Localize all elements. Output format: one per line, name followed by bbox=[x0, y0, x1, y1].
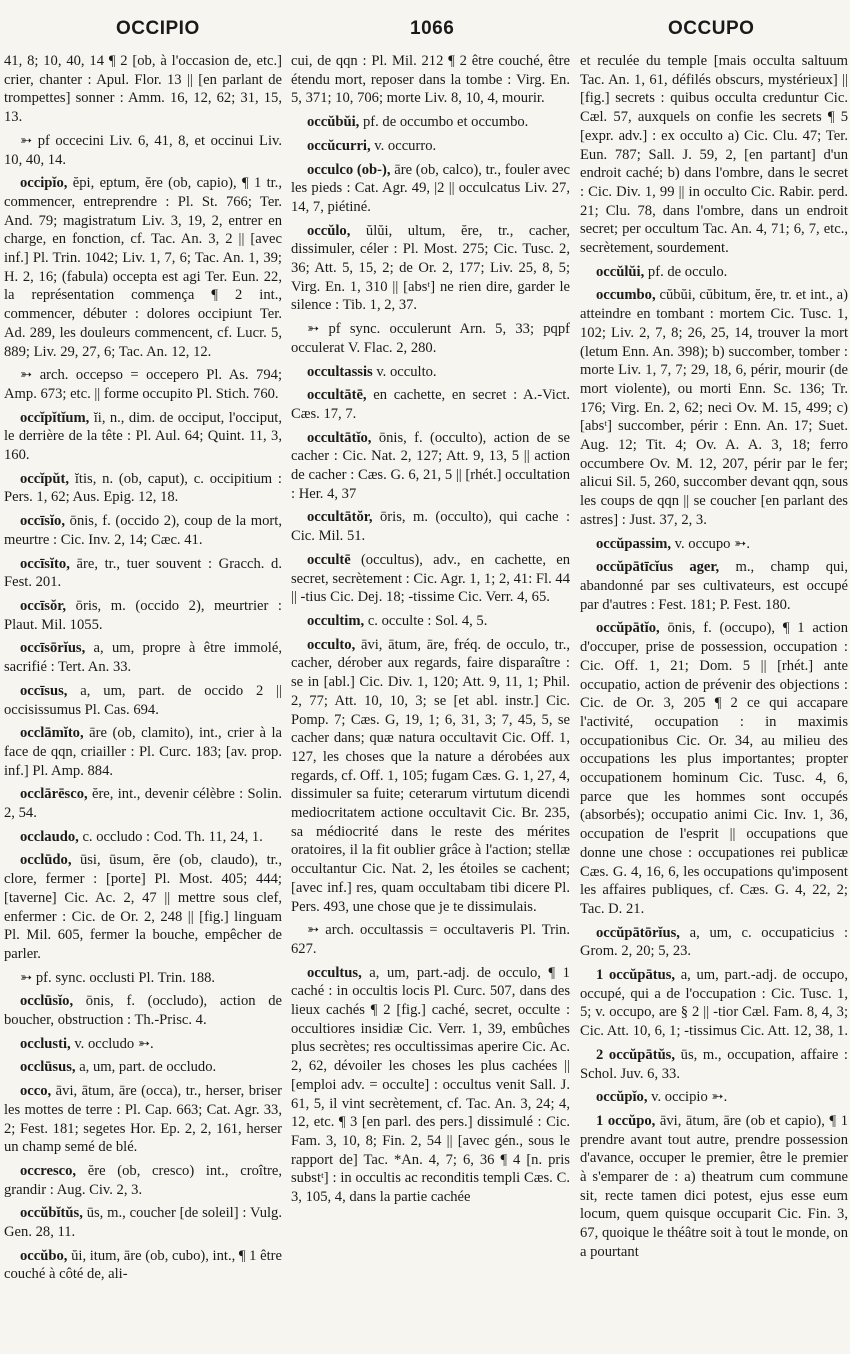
entry-text: ➳ arch. occultassis = occultaveris Pl. Trin. 627. bbox=[291, 922, 570, 957]
entry-headword: occultassis bbox=[307, 363, 373, 380]
dictionary-entry bbox=[4, 597, 282, 634]
entry-headword: occlūdo, bbox=[20, 852, 72, 869]
entry-text: ōris, m. (occulto), qui cache : Cic. Mil. 51. bbox=[291, 509, 570, 545]
dictionary-entry bbox=[4, 828, 282, 847]
entry-headword: occĭpŭt, bbox=[20, 470, 70, 487]
dictionary-entry bbox=[4, 992, 282, 1029]
page-header bbox=[0, 10, 850, 46]
entry-text: a, um, part.-adj. de occupo, occupé, qui a de l'occupation : Cic. Tusc. 1, 5; v. occupo, are § 2 || -tior Cæl. Fam. 8, 4, 3; Cic. Att. 10, 6, 1; -tissimus Cic. Att. 12, 38, 1. bbox=[580, 967, 848, 1040]
entry-headword: occīsĭo, bbox=[20, 513, 65, 530]
entry-headword: occo, bbox=[20, 1083, 52, 1100]
dictionary-entry bbox=[4, 851, 282, 963]
page-number: 1066 bbox=[410, 18, 455, 39]
entry-headword: occultus, bbox=[307, 964, 362, 981]
entry-headword: occulco (ob-), bbox=[307, 161, 391, 178]
entry-text: pf. de occulo. bbox=[647, 263, 728, 280]
dictionary-entry bbox=[580, 286, 848, 529]
entry-text: ŭi, itum, āre (ob, cubo), int., ¶ 1 être couché à côté de, ali- bbox=[4, 1247, 282, 1283]
entry-headword: occlūsĭo, bbox=[20, 993, 74, 1010]
dictionary-entry bbox=[4, 724, 282, 780]
entry-text: ĕpi, eptum, ĕre (ob, capio), ¶ 1 tr., commencer, entreprendre : Pl. St. 766; Ter. And. 79; magistratum Liv. 3, 19, 2, entrer en charge, en fonction, cf. Tac. An. 3, 2 || [avec inf.] Pl. Trin. 1042; Liv. 1, 7, 6; Tac. An. 1, 39; H. 2, 16; (fabula) occepta est agi Ter. Eun. 22, la représentation commença ¶ 2 int., commencer, débuter : dolores occipiunt Ter. Ad. 289, les douleurs commencent, cf. Lucr. 5, 889; Liv. 29, 27, 6; Tac. An. 12, 12. bbox=[4, 175, 282, 360]
entry-headword: occŭbo, bbox=[20, 1247, 68, 1264]
entry-text: a, um, part. de occido 2 || occisissumus Pl. Cas. 694. bbox=[4, 682, 282, 718]
entry-headword: occŭlo, bbox=[307, 222, 351, 239]
entry-text: c. occulte : Sol. 4, 5. bbox=[367, 612, 488, 629]
entry-headword: occīsus, bbox=[20, 682, 68, 699]
dictionary-entry bbox=[4, 1204, 282, 1241]
entry-headword: occlaudo, bbox=[20, 828, 79, 845]
entry-headword: occresco, bbox=[20, 1162, 77, 1179]
entry-headword: occlusti, bbox=[20, 1035, 71, 1052]
entry-headword: occlūsus, bbox=[20, 1059, 76, 1076]
entry-headword: occultātĭo, bbox=[307, 429, 372, 446]
dictionary-entry bbox=[291, 964, 570, 1207]
dictionary-entry bbox=[580, 1112, 848, 1262]
dictionary-entry bbox=[291, 636, 570, 917]
entry-headword: occultātē, bbox=[307, 387, 367, 404]
entry-text: en cachette, en secret : A.-Vict. Cæs. 17, 7. bbox=[291, 387, 570, 422]
dictionary-entry bbox=[580, 1046, 848, 1083]
dictionary-entry bbox=[4, 1082, 282, 1157]
entry-text: ūs, m., occupation, affaire : Schol. Juv. 6, 33. bbox=[580, 1046, 848, 1082]
dictionary-entry bbox=[291, 921, 570, 958]
dictionary-entry bbox=[291, 386, 570, 423]
entry-text: ōris, m. (occido 2), meurtrier : Plaut. Mil. 1055. bbox=[4, 597, 282, 633]
dictionary-entry bbox=[580, 52, 848, 258]
entry-text: ĭtis, n. (ob, caput), c. occipitium : Pers. 1, 62; Aus. Epig. 12, 18. bbox=[4, 470, 282, 506]
dictionary-entry bbox=[4, 682, 282, 719]
dictionary-entry bbox=[4, 470, 282, 507]
entry-headword: occultim, bbox=[307, 612, 365, 629]
entry-headword: occulto, bbox=[307, 636, 356, 653]
running-head-right: OCCUPO bbox=[668, 18, 755, 39]
running-head-left: OCCIPIO bbox=[116, 18, 200, 39]
dictionary-entry bbox=[580, 558, 848, 614]
entry-headword: occīsŏr, bbox=[20, 597, 67, 614]
dictionary-entry bbox=[4, 174, 282, 361]
entry-text: a, um, part. de occludo. bbox=[79, 1059, 217, 1076]
dictionary-entry bbox=[580, 966, 848, 1041]
entry-text: ĕre, int., devenir célèbre : Solin. 2, 54. bbox=[4, 786, 282, 822]
dictionary-entry bbox=[580, 619, 848, 918]
entry-text: ŭlŭi, ultum, ĕre, tr., cacher, dissimuler, céler : Pl. Most. 275; Cic. Tusc. 2, 36; Att. 5, 15, 2; de Or. 2, 177; Liv. 25, 8, 5; Virg. En. 1, 310 || [absᵗ] ne rien dire, garder le silence : Tib. 1, 2, 37. bbox=[291, 222, 570, 314]
entry-text: āre (ob, clamito), int., crier à la face de qqn, criailler : Pl. Curc. 183; [av. prop. inf.] Pl. Amp. 884. bbox=[4, 725, 282, 779]
entry-text: ĕre (ob, cresco) int., croître, grandir : Aug. Civ. 2, 3. bbox=[4, 1162, 282, 1198]
entry-headword: occŭpātĭo, bbox=[596, 620, 660, 637]
entry-headword: occŭpassim, bbox=[596, 535, 671, 552]
entry-text: 41, 8; 10, 40, 14 ¶ 2 [ob, à l'occasion de, etc.] crier, chanter : Apul. Flor. 13 || [en parlant de trompettes] sonner : Amm. 16, 12, 62; 31, 15, 13. bbox=[4, 53, 282, 126]
entry-headword: occipĭo, bbox=[20, 175, 68, 192]
dictionary-entry bbox=[4, 969, 282, 988]
dictionary-entry bbox=[291, 363, 570, 382]
entry-text: ➳ arch. occepso = occepero Pl. As. 794; Amp. 673; etc. || forme occupito Pl. Stich. 760. bbox=[4, 367, 282, 402]
entry-text: a, um, propre à être immolé, sacrifié : Tert. An. 33. bbox=[4, 640, 282, 676]
entry-text: ➳ pf. sync. occlusti Pl. Trin. 188. bbox=[20, 969, 216, 986]
entry-text: ➳ pf sync. occulerunt Arn. 5, 33; pqpf occulerat V. Flac. 2, 280. bbox=[291, 321, 570, 356]
entry-text: ōnis, f. (occido 2), coup de la mort, meurtre : Cic. Inv. 2, 14; Cæc. 41. bbox=[4, 513, 282, 548]
dictionary-entry bbox=[580, 535, 848, 554]
entry-headword: occŭbĭtŭs, bbox=[20, 1205, 83, 1222]
dictionary-entry bbox=[4, 1035, 282, 1054]
entry-text: ĭi, n., dim. de occiput, l'occiput, le derrière de la tête : Pl. Aul. 64; Quint. 11, 3, 160. bbox=[4, 409, 282, 464]
entry-text: āvi, ātum, āre (occa), tr., herser, briser les mottes de terre : Pl. Cap. 663; Cat. Agr. 33, 2; Fest. 181; segetes Hor. Ep. 2, 2, 161, herser un champ semé de blé. bbox=[4, 1083, 282, 1156]
dictionary-entry bbox=[291, 222, 570, 316]
dictionary-entry bbox=[580, 1088, 848, 1107]
dictionary-entry bbox=[291, 113, 570, 132]
entry-text: āre, tr., tuer souvent : Gracch. d. Fest. 201. bbox=[4, 555, 282, 591]
dictionary-entry bbox=[4, 52, 282, 127]
entry-text: āre (ob, calco), tr., fouler avec les pieds : Cat. Agr. 49, |2 || occulcatus Liv. 27, 14, 7, piétiné. bbox=[291, 161, 570, 215]
entry-text: m., champ qui, abandonné par ses cultivateurs, est occupé par d'autres : Fest. 181; P. Fest. 180. bbox=[580, 559, 848, 613]
dictionary-entry bbox=[4, 639, 282, 676]
dictionary-entry bbox=[4, 132, 282, 169]
dictionary-entry bbox=[4, 409, 282, 465]
entry-text: ōnis, f. (occulto), action de se cacher : Cic. Nat. 2, 127; Att. 9, 13, 5 || action de cacher : Cæs. G. 6, 21, 5 || [rhét.] occultation : Her. 4, 37 bbox=[291, 429, 570, 502]
entry-headword: occultē bbox=[307, 551, 351, 568]
dictionary-entry bbox=[4, 1162, 282, 1199]
entry-headword: occŭlŭi, bbox=[596, 263, 645, 280]
entry-text: v. occulto. bbox=[376, 363, 437, 380]
dictionary-entry bbox=[291, 52, 570, 108]
dictionary-entry bbox=[291, 612, 570, 631]
dictionary-entry bbox=[291, 137, 570, 156]
entry-text: ➳ pf occecini Liv. 6, 41, 8, et occinui Liv. 10, 40, 14. bbox=[4, 132, 282, 168]
entry-headword: 1 occŭpātus, bbox=[596, 967, 676, 984]
entry-text: v. occludo ➳. bbox=[74, 1035, 154, 1052]
entry-text: (occultus), adv., en cachette, en secret, secrètement : Cic. Agr. 1, 1; 2, 41: Fl. 44 || -tius Cic. Dej. 18; -tissime Cic. Verr. 4, 65. bbox=[291, 551, 570, 606]
column-2 bbox=[291, 52, 570, 1348]
dictionary-entry bbox=[4, 1058, 282, 1077]
entry-text: pf. de occumbo et occumbo. bbox=[362, 114, 529, 131]
entry-headword: occŭpĭo, bbox=[596, 1089, 648, 1106]
dictionary-entry bbox=[4, 555, 282, 592]
entry-headword: 2 occŭpātŭs, bbox=[596, 1046, 676, 1063]
entry-text: v. occupo ➳. bbox=[674, 535, 750, 552]
entry-text: v. occurro. bbox=[374, 137, 437, 154]
entry-text: āvi, ātum, āre (ob et capio), ¶ 1 prendre avant tout autre, prendre possession d'avance, occuper le premier, être le premier à s'emparer de : a) theatrum cum commune sit, recte tamen dici potest, ejus esse eum locum, quem quisque occuparit Cic. Fin. 3, 67, quoique le théâtre soit à tout le monde, on a pourtant bbox=[580, 1112, 848, 1260]
entry-text: ūs, m., coucher [de soleil] : Vulg. Gen. 28, 11. bbox=[4, 1205, 282, 1241]
dictionary-entry bbox=[4, 1247, 282, 1284]
entry-text: ōnis, f. (occludo), action de boucher, obstruction : Th.-Prisc. 4. bbox=[4, 993, 282, 1029]
entry-headword: occīsĭto, bbox=[20, 555, 70, 572]
entry-headword: occultātŏr, bbox=[307, 509, 373, 526]
entry-headword: occĭpĭtĭum, bbox=[20, 409, 90, 426]
dictionary-entry bbox=[4, 366, 282, 403]
dictionary-entry bbox=[4, 512, 282, 549]
dictionary-entry bbox=[291, 429, 570, 504]
entry-text: c. occludo : Cod. Th. 11, 24, 1. bbox=[82, 828, 263, 845]
entry-headword: occumbo, bbox=[596, 287, 656, 304]
entry-text: a, um, part.-adj. de occulo, ¶ 1 caché : in occultis locis Pl. Curc. 507, dans des lieux cachés ¶ 2 [fig.] caché, secret, occulte : occultiores insidiæ Cic. Verr. 1, 39, embûches plus secrètes; res occultissimas aperire Cic. Ac. 2, 62, dévoiler les choses les plus cachées || [emploi adv. = occulte] : occultus venit Sall. J. 61, 5, il vint secrètement, cf. Tac. An. 3, 24; 4, 12, etc. ¶ 3 [en parl. des pers.] dissimulé : Cic. Fam. 3, 10, 8; Fin. 2, 54 || [avec gén., sous le rapport de] Tac. *An. 4, 7; 6, 36 ¶ 4 [n. pris substᵗ] : in occultis ac reconditis templi Cæs. C. 3, 105, 4, dans la partie cachée bbox=[291, 964, 570, 1206]
dictionary-entry bbox=[580, 263, 848, 282]
dictionary-entry bbox=[291, 508, 570, 545]
entry-headword: occŭpātīcĭus ager, bbox=[596, 559, 720, 576]
dictionary-entry bbox=[291, 161, 570, 217]
entry-text: cui, de qqn : Pl. Mil. 212 ¶ 2 être couché, être étendu mort, reposer dans la tombe : Virg. En. 5, 371; 10, 706; morte Liv. 8, 10, 4, mourir. bbox=[291, 53, 570, 107]
entry-text: ūsi, ūsum, ĕre (ob, claudo), tr., clore, fermer : [porte] Pl. Most. 405; 444; [taverne] Cic. Ac. 2, 47 || mettre sous clef, enfermer : Cic. de Or. 2, 248 || [fig.] linguam Pl. Mil. 605, fermer la bouche, empêcher de parler. bbox=[4, 852, 282, 962]
entry-headword: occŭbŭi, bbox=[307, 114, 360, 131]
entry-headword: occīsōrĭus, bbox=[20, 640, 86, 657]
entry-headword: 1 occŭpo, bbox=[596, 1112, 656, 1129]
entry-headword: occŭpātōrĭus, bbox=[596, 924, 680, 941]
entry-text: cŭbŭi, cŭbitum, ĕre, tr. et int., a) atteindre en tombant : mortem Cic. Tusc. 1, 102; Liv. 2, 7, 8; 26, 25, 14, trouver la mort (letum Enn. An. 398); b) succomber, tomber : morte Liv. 1, 7, 7; 29, 18, 6, périr, mourir (de mort violente), ou morti Enn. Sc. 136; Tr. 176; Virg. En. 2, 62; neci Ov. M. 15, 499; c) [absᵗ] succomber, périr : Enn. An. 17; Suet. Aug. 12; Tit. 4; Ov. A. A. 3, 18; ferro occumbere Ov. M. 12, 207, périr par le fer; alicui Sil. 5, 260, succomber devant qqn, sous les coups de qqn || se coucher [en parlant des astres] : Just. 37, 2, 3. bbox=[580, 287, 848, 528]
dictionary-entry bbox=[4, 785, 282, 822]
dictionary-entry bbox=[580, 924, 848, 961]
entry-text: a, um, c. occupaticius : Grom. 2, 20; 5, 23. bbox=[580, 924, 848, 960]
entry-headword: occŭcurri, bbox=[307, 137, 371, 154]
entry-headword: occlārēsco, bbox=[20, 786, 88, 803]
entry-text: v. occipio ➳. bbox=[651, 1089, 728, 1106]
entry-text: āvi, ātum, āre, fréq. de occulo, tr., cacher, dérober aux regards, faire disparaître : se in [abl.] Cic. Div. 1, 120; Att. 9, 11, 1; Phil. 2, 77; Att. 10, 10, 3; se [et abl. instr.] Cic. Pomp. 7; Cæs. G, 19, 1; 6, 31, 3; 7, 45, 5, se cacher dans; quæ natura occultavit Cic. Off. 1, 127, les choses que la nature a dérobées aux regards, cf. Off. 1, 105; fugam Cæs. G. 1, 27, 4, dissimuler sa fuite; ceterarum virtutum dicendi mediocritatem actione occultavit Cic. Br. 235, sa médiocrité dans le reste des mérites oratoires, il la fit oublier grâce à l'action; stellæ occultantur Cic. Nat. 2, les étoiles se cachent; [avec inf.] res, quam occultabam tibi dicere Pl. Pers. 493, une chose que je te dissimulais. bbox=[291, 636, 570, 915]
entry-headword: occlāmĭto, bbox=[20, 725, 84, 742]
column-3 bbox=[580, 52, 848, 1348]
entry-text: et reculée du temple [mais occulta saltuum Tac. An. 1, 61, défilés obscurs, mystérieux] || [fig.] secrets : quibus occulta creduntur Cic. Cæl. 57, auxquels on confie les secrets ¶ 5 [expr. adv.] : ex occulto a) Cic. Clu. 47; Ter. Eun. 787; Sall. J. 59, 2, [en partant] d'un endroit caché; b) dans l'ombre, dans le secret : Cic. Div. 1, 99 || in occulto Cic. Rabir. perd. 21; Clu. 78, dans l'ombre, dans un endroit secret; per occultum Tac. An. 4, 71; 6, 7, etc., secrètement, sourdement. bbox=[580, 53, 848, 257]
dictionary-entry bbox=[291, 320, 570, 357]
dictionary-entry bbox=[291, 551, 570, 607]
column-1 bbox=[4, 52, 282, 1348]
entry-text: ōnis, f. (occupo), ¶ 1 action d'occuper, prise de possession, occupation : Cic. Off. 1, 21; Dom. 5 || [rhét.] ante occupatio, action de prévenir des objections : Cic. de Or. 3, 205 ¶ 2 ce qui accapare l'activité, occupation : in maximis occupationibus Cic. Or. 34, au milieu des occupations les plus importantes; propter occupationem hominum Cic. Tusc. 4, 6, parce que les hommes sont occupés (absorbés); occupatio animi Cic. Inv. 1, 36, occupation de l'esprit || occupations que donne une chose : occupationes rei publicæ Cæs. G. 4, 16, 6, les occupations qu'imposent les affaires publiques, cf. Cæs. G. 4, 22, 2; Tac. D. 21. bbox=[580, 620, 848, 917]
